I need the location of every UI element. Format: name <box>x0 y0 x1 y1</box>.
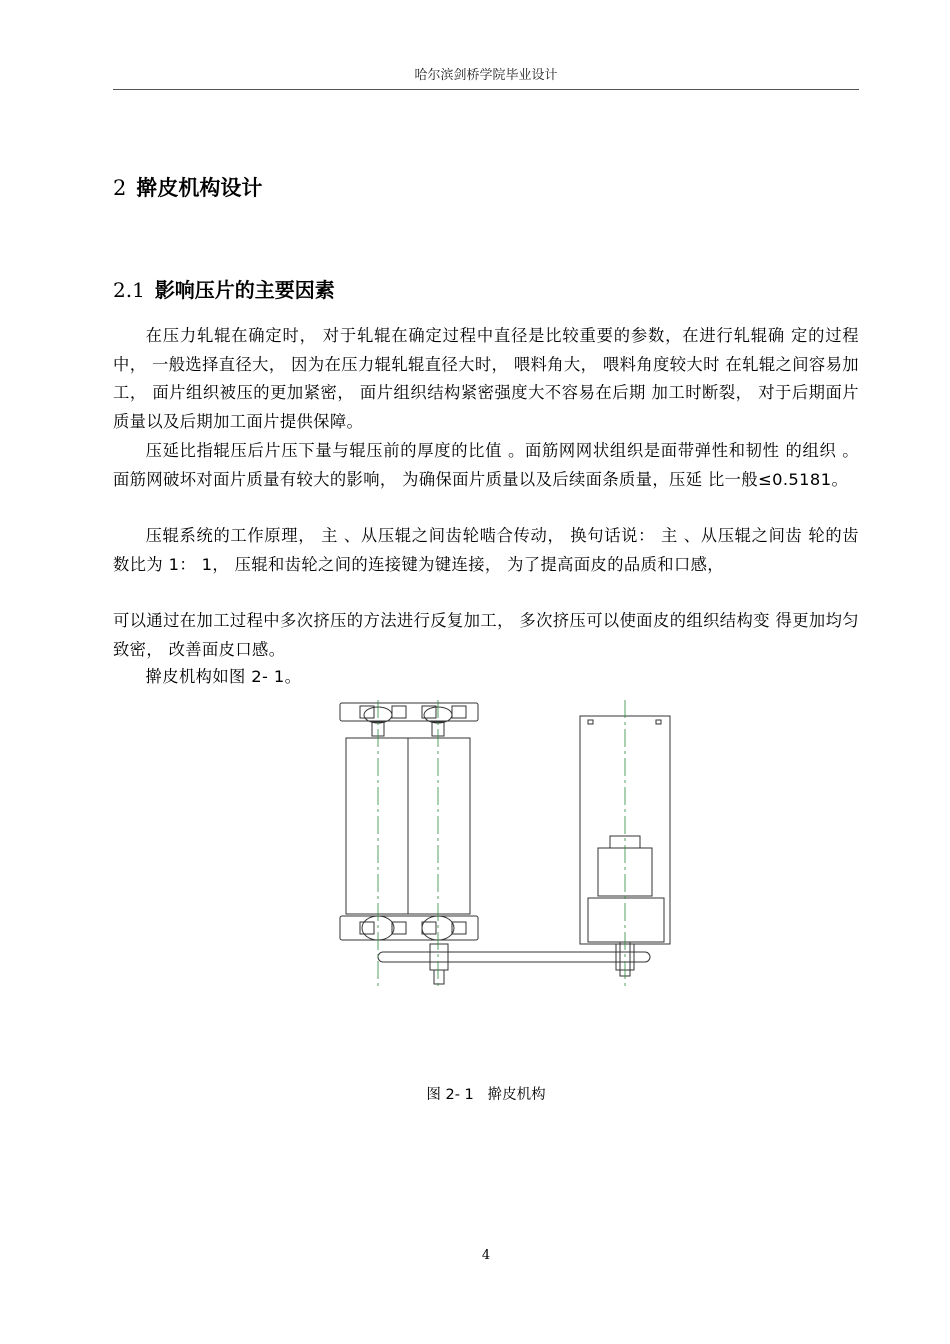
figure-caption <box>113 1083 859 1104</box>
figure-label: 图 2- 1 <box>426 1087 474 1103</box>
center-lines <box>378 700 625 988</box>
chapter-title: 擀皮机构设计 <box>136 176 263 200</box>
chapter-heading <box>113 172 262 202</box>
section-heading <box>113 274 335 303</box>
right-press-roller <box>408 738 470 914</box>
bearing-block <box>392 706 406 718</box>
bearing-block <box>422 922 436 934</box>
chapter-number: 2 <box>113 176 127 200</box>
bearing-block <box>452 706 466 718</box>
page-number: 4 <box>481 1248 491 1263</box>
rolling-mechanism-drawing <box>330 698 680 990</box>
drive-chain <box>378 952 650 962</box>
gearbox <box>588 898 664 942</box>
section-number: 2.1 <box>113 278 145 302</box>
paragraph-1: 在压力轧辊在确定时， 对于轧辊在确定过程中直径是比较重要的参数，在进行轧辊确 定的过程中， 一般选择直径大， 因为在压力辊轧辊直径大时， 喂料角大， 喂料角度较大时 在轧辊之间容易加工， 面片组织被压的更加紧密， 面片组织结构紧密强度大不容易在后期 加工时断裂， 对于后期面片质量以及后期加工面片提供保障。 <box>113 326 859 431</box>
paragraph-4: 可以通过在加工过程中多次挤压的方法进行反复加工， 多次挤压可以使面皮的组织结构变 得更加均匀致密， 改善面皮口感。 <box>113 611 859 659</box>
paragraph-3: 压辊系统的工作原理， 主 、从压辊之间齿轮啮合传动， 换句话说： 主 、从压辊之间齿 轮的齿数比为 1： 1， 压辊和齿轮之间的连接键为键连接， 为了提高面皮的品质和口感， <box>113 526 859 574</box>
mount-hole <box>588 720 593 724</box>
paragraph-5: 擀皮机构如图 2- 1。 <box>145 667 302 686</box>
left-press-roller <box>346 738 408 914</box>
bottom-bearing-bracket <box>340 916 478 940</box>
paragraph-2: 压延比指辊压后片压下量与辊压前的厚度的比值 。面筋网网状组织是面带弹性和韧性 的组织 。面筋网破坏对面片质量有较大的影响， 为确保面片质量以及后续面条质量，压延 比一般≤0.5181。 <box>113 441 859 489</box>
mount-hole <box>656 720 661 724</box>
figure-title: 擀皮机构 <box>487 1087 546 1103</box>
output-shaft <box>434 970 444 984</box>
driven-sprocket <box>430 944 448 970</box>
page-header: 哈尔滨剑桥学院毕业设计 <box>113 64 859 90</box>
section-title: 影响压片的主要因素 <box>154 278 335 302</box>
